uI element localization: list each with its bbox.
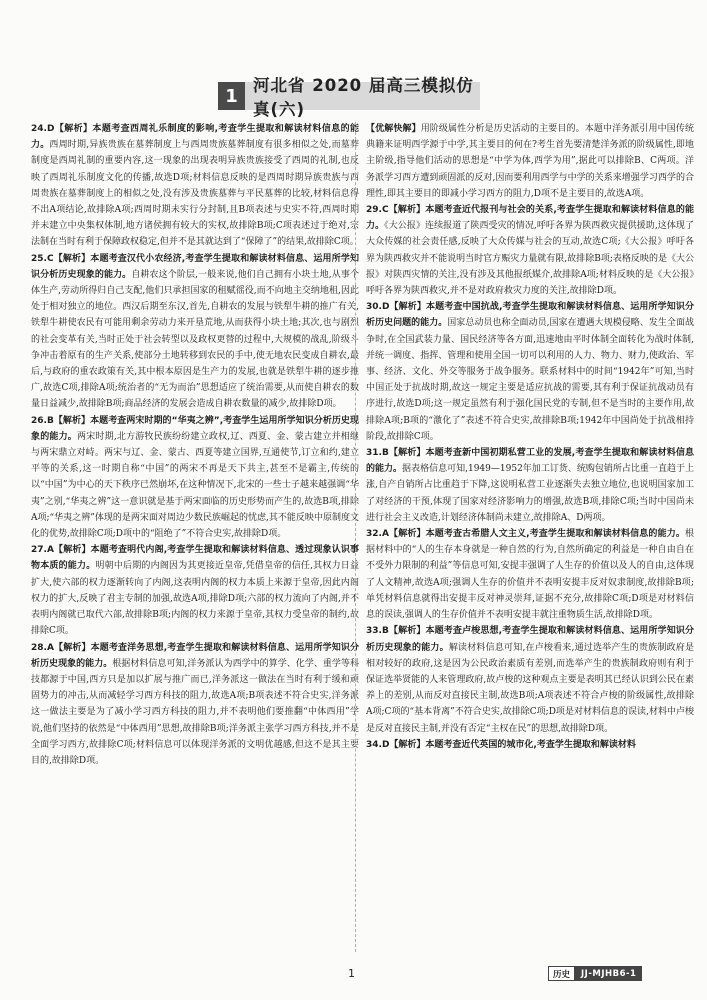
- answer-item: [366, 737, 694, 753]
- answer-heading: 【解析】本题考查明代内阁,考查学生提取和解读材料信息、透过现象认识事物本质的能力。: [31, 545, 359, 572]
- answer-heading: 【解析】本题考查汉代小农经济,考查学生提取和解读材料信息、运用所学知识分析历史现象的能力。: [31, 253, 359, 280]
- answer-explanation: 两宋时期,北方游牧民族纷纷建立政权,辽、西夏、金、蒙古建立并相继与两宋鼎立对峙。两宋与辽、金、蒙古、西夏等建立国界,互通使节,订立和约,建立平等的关系,这一时期自称“中国”的两宋不再是天下共主,甚至不是霸主,传统的以“中国”为中心的天下秩序已然崩坏,在这种情况下,北宋的一些士子越来越强调“华夷”之别,“华夷之辨”这一意识就是基于两宋面临的历史形势而产生的,故选B项,排除A项;“华夷之辨”体现的是两宋面对周边少数民族崛起的忧虑,其不能反映中原制度文化的优势,故排除C项;D项中的“阻绝了”不符合史实,故排除D项。: [31, 431, 359, 540]
- answer-heading: 【解析】本题考查古希腊人文主义,考查学生提取和解读材料信息的能力。: [388, 529, 685, 540]
- answer-explanation: 用阶级属性分析是历史活动的主要目的。本题中洋务派引用中国传统典籍来证明西学源于中学,其主要目的何在?考生首先要清楚洋务派的阶级属性,即地主阶级,指导他们活动的思想是“中学为体,西学为用”,据此可以排除B、C两项。洋务派学习西方遭到顽固派的反对,因而要利用西学与中学的关系来增强学习西学的合理性,即其主要目的即减小学习西方的阻力,D项不是主要目的,故选A项。: [366, 124, 694, 199]
- answer-explanation: 国家总动员也称全面动员,国家在遭遇大规模侵略、发生全面战争时,在全国武装力量、国民经济等各方面,迅速地由平时体制全面转化为战时体制,并统一调度、指挥、管理和使用全国一切可以利用的人力、物力、财力,使政治、军事、经济、文化、外交等服务于战争服务。联系材料中的时间“1942年”可知,当时中国正处于抗战时期,故这一规定主要是适应抗战的需要,其有利于保证抗战动员有序进行,故选D项;这一规定虽然有利于强化国民党的专制,但不是当时的主要作用,故排除A项;B项的“激化了”表述不符合史实,故排除B项;1942年中国尚处于抗战相持阶段,故排除C项。: [366, 318, 694, 442]
- answer-choice: 29.C: [366, 205, 389, 216]
- answer-choice: 31.B: [366, 448, 389, 459]
- answer-heading: 【解析】本题考查近代英国的城市化,考查学生提取和解读材料: [389, 739, 636, 750]
- answer-choice: 27.A: [31, 545, 54, 556]
- answer-choice: 33.B: [366, 626, 389, 637]
- answer-explanation: 西周时期,异族贵族在墓葬制度上与西周贵族墓葬制度有很多相似之处,而墓葬制度是西周礼制的重要内容,这一现象的出现表明异族贵族接受了西周的礼制,也反映了西周礼乐制度文化的传播,故选D项;材料信息反映的是西周时期异族贵族与西周贵族在墓葬制度上的相似之处,没有涉及贵族墓葬与平民墓葬的比较,材料信息得不出A项结论,故排除A项;西周时期未实行分封制,且B项表述与史实不符,西周时期并未建立中央集权体制,地方诸侯拥有较大的实权,故排除B项;C项表述过于绝对,宗法制在当时有利于保障政权稳定,但并不是其就达到了“保障了”的结果,故排除C项。: [31, 140, 359, 248]
- answer-explanation: 据表格信息可知,1949—1952年加工订货、统购包销所占比重一直趋于上涨,自产自销所占比重趋于下降,这说明私营工业逐渐失去独立地位,也说明国家加工了对经济的干预,体现了国家对经济影响力的增强,故选B项,排除C项;当时中国尚未进行社会主义改造,计划经济体制尚未建立,故排除A、D两项。: [366, 464, 694, 523]
- answer-item: [31, 251, 359, 413]
- answer-heading: 【解析】本题考查卢梭思想,考查学生提取和解读材料信息、运用所学知识分析历史现象的能力。: [366, 626, 694, 653]
- answer-heading: 【解析】本题考查洋务思想,考查学生提取和解读材料信息、运用所学知识分析历史现象的能力。: [31, 642, 359, 669]
- answer-item: [366, 299, 694, 445]
- answer-heading: 【解析】本题考查两宋时期的“华夷之辨”,考查学生运用所学知识分析历史现象的能力。: [31, 415, 359, 442]
- column-divider: [355, 122, 356, 952]
- answer-explanation: 根据材料中的“人的生存本身就是一种自然的行为,自然所确定的利益是一种自由自在不受外力限制的利益”等信息可知,安提丰强调了人生存的价值以及人的自由,这体现了人文精神,故选A项;强调人生存的价值并不表明安提丰反对奴隶制度,故排除B项;单凭材料信息就得出安提丰反对神灵崇拜,证据不充分,故排除C项;D项是对材料信息的误读,强调人的生存价值并不表明安提丰就注重物质生活,故排除D项。: [366, 529, 694, 621]
- page-number: 1: [348, 967, 355, 980]
- answer-item: [366, 526, 694, 623]
- section-title: 河北省 2020 届高三模拟仿真(六): [245, 82, 480, 110]
- answer-explanation: 《大公报》连续报道了陕西受灾的情况,呼吁各界为陕西救灾提供援助,这体现了大众传媒的社会责任感,反映了大众传媒与社会的互动,故选C项;《大公报》呼吁各界为陕西救灾并不能说明当时官方赈灾力量就有限,故排除B项;表格反映的是《大公报》对陕西灾情的关注,没有涉及其他报纸媒介,故排除A项;材料反映的是《大公报》呼吁各界为陕西救灾,并不是对政府救灾力度的关注,故排除D项。: [366, 221, 694, 297]
- answer-choice: 30.D: [366, 302, 390, 313]
- footer-subject: 历史: [548, 966, 575, 981]
- answer-choice: 34.D: [366, 739, 390, 750]
- answer-explanation: 解读材料信息可知,在卢梭看来,通过选举产生的贵族制政府是相对较好的政府,这是因为公民政治素质有差别,而选举产生的贵族制政府则有利于保证选举贤能的人来管理政府,故卢梭的这种观点主要是表明其已经认识到公民在素养上的差别,从而反对直接民主制,故选B项;A项表述不符合卢梭的阶级属性,故排除A项;C项的“基本背离”不符合史实,故排除C项;D项是对材料信息的误读,材料中卢梭是反对直接民主制,并没有否定“主权在民”的思想,故排除D项。: [366, 642, 694, 734]
- answer-choice: 28.A: [31, 642, 54, 653]
- answer-heading: 【解析】本题考查新中国初期私营工业的发展,考查学生提取和解读材料信息的能力。: [366, 448, 694, 475]
- footer-code: JJ-MJHB6-1: [575, 966, 642, 981]
- answer-choice: 26.B: [31, 415, 54, 426]
- answer-choice: 32.A: [366, 529, 389, 540]
- answer-heading: 【解析】本题考查中国抗战,考查学生提取和解读材料信息、运用所学知识分析历史问题的能力。: [366, 302, 694, 329]
- answer-item: [31, 640, 359, 770]
- answer-choice: 25.C: [31, 253, 54, 264]
- answer-heading: 【解析】本题考查近代报刊与社会的关系,考查学生提取和解读材料信息的能力。: [366, 205, 694, 232]
- answer-explanation: 自耕农这个阶层,一般来说,他们自己拥有小块土地,从事个体生产,劳动所得归自己支配,他们只承担国家的租赋徭役,而不向地主交纳地租,因此处于相对独立的地位。西汉后期至东汉,首先,自耕农的发展与铁犁牛耕的推广有关,铁犁牛耕使农民有可能用剩余劳动力来开垦荒地,从而获得小块土地;其次,也与剧烈的社会变革有关,当时正处于社会转型以及政权更替的过程中,大规模的战乱,阶级斗争冲击着原有的生产关系,使部分土地转移到农民的手中,使无地农民变成自耕农,最后,与政府的重农政策有关,其中根本原因是生产力的发展,也就是铁犁牛耕的逐步推广,故选C项,排除A项;统治者的“无为而治”思想适应了统治需要,从而使自耕农的数量日益减少,故排除B项;商品经济的发展会造成自耕农数量的减少,故排除D项。: [31, 269, 359, 410]
- answer-item: [31, 542, 359, 639]
- section-number-box: 1: [218, 82, 245, 110]
- answer-heading: 【解析】本题考查西周礼乐制度的影响,考查学生提取和解读材料信息的能力。: [31, 124, 359, 151]
- answer-choice: 24.D: [31, 124, 55, 134]
- answer-explanation: 根据材料信息可知,洋务派认为西学中的算学、化学、重学等科技都源于中国,西方只是加以扩展与推广而已,洋务派这一做法在当时有利于缓和顽固势力的冲击,从而减轻学习西方科技的阻力,故选A项;B项表述不符合史实,洋务派这一做法主要是为了减小学习西方科技的阻力,并不表明他们要推翻“中体西用”学说,他们坚持的依然是“中体西用”思想,故排除B项;洋务派主张学习西方科技,并不是全面学习西方,故排除C项;材料信息可以体现洋务派的文明优越感,但这不是其主要目的,故排除D项。: [31, 658, 359, 766]
- left-column: [31, 121, 359, 949]
- right-column: [366, 121, 694, 949]
- answer-heading: 【优解快解】: [366, 124, 421, 134]
- footer-label: [548, 966, 642, 981]
- answer-item: [31, 413, 359, 543]
- page-footer: [0, 964, 707, 994]
- answer-item: [366, 121, 694, 202]
- answer-item: [366, 202, 694, 299]
- answer-explanation: 明朝中后期的内阁因为其更接近皇帝,凭借皇帝的信任,其权力日益扩大,使六部的权力逐渐转向了内阁,这表明内阁的权力本质上来源于皇帝,因此内阁权力的扩大,反映了君主专制的加强,故选A项,排除D项;六部的权力流向了内阁,并不表明内阁就已取代六部,故排除B项;内阁的权力来源于皇帝,其权力受皇帝的制约,故排除C项。: [31, 561, 359, 637]
- answer-item: [366, 623, 694, 736]
- answer-item: [31, 121, 359, 251]
- answer-item: [366, 445, 694, 526]
- section-title-bar: [218, 76, 480, 119]
